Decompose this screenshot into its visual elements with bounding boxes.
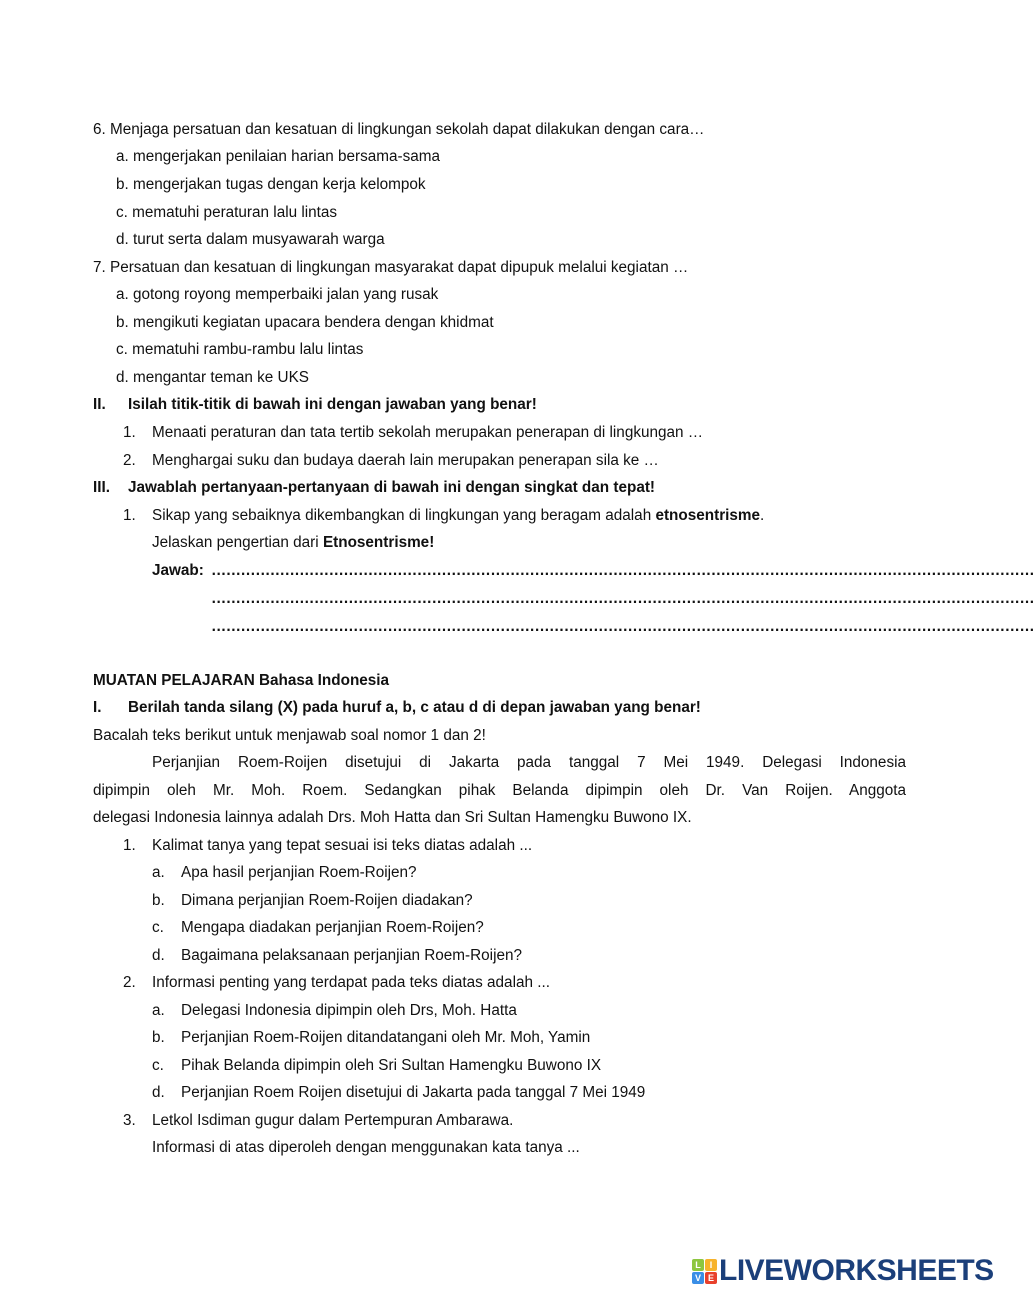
q2-option-b: Perjanjian Roem-Roijen ditandatangani oleh Mr. Moh, Yamin [181, 1029, 591, 1046]
q6-option-a: a. mengerjakan penilaian harian bersama-sama [116, 148, 440, 165]
question-7: 7. Persatuan dan kesatuan di lingkungan masyarakat dapat dipupuk melalui kegiatan … [93, 259, 689, 276]
q7-option-c: c. mematuhi rambu-rambu lalu lintas [116, 341, 364, 358]
answer-line-2[interactable]: …………………………………………………………………………………………………………………………………………………… [211, 590, 1034, 607]
answer-label: Jawab: [152, 562, 204, 579]
section-1-number: I. [93, 699, 102, 716]
option-letter[interactable]: a. [152, 864, 165, 881]
logo-tiles-icon [692, 1259, 717, 1284]
option-letter[interactable]: a. [152, 1002, 165, 1019]
option-letter[interactable]: b. [152, 892, 165, 909]
text: Jelaskan pengertian dari [152, 534, 323, 551]
item-number: 1. [123, 424, 136, 441]
item-number: 2. [123, 974, 136, 991]
paragraph-line-2: dipimpin oleh Mr. Moh. Roem. Sedangkan pihak Belanda dipimpin oleh Dr. Van Roijen. Anggota [93, 782, 906, 799]
question-6: 6. Menjaga persatuan dan kesatuan di lingkungan sekolah dapat dilakukan dengan cara… [93, 121, 705, 138]
q1-option-b: Dimana perjanjian Roem-Roijen diadakan? [181, 892, 473, 909]
section-3-title: Jawablah pertanyaan-pertanyaan di bawah ini dengan singkat dan tepat! [128, 479, 656, 496]
q7-option-b: b. mengikuti kegiatan upacara bendera dengan khidmat [116, 314, 494, 331]
q6-option-c: c. mematuhi peraturan lalu lintas [116, 204, 338, 221]
section-1-title: Berilah tanda silang (X) pada huruf a, b, c atau d di depan jawaban yang benar! [128, 699, 701, 716]
essay-question-1 [152, 506, 764, 526]
item-number: 1. [123, 837, 136, 854]
item-number: 2. [123, 452, 136, 469]
q2-option-a: Delegasi Indonesia dipimpin oleh Drs, Moh. Hatta [181, 1002, 517, 1019]
question-2: Informasi penting yang terdapat pada teks diatas adalah ... [152, 974, 550, 991]
q6-option-d: d. turut serta dalam musyawarah warga [116, 231, 385, 248]
logo-text: LIVEWORKSHEETS [719, 1254, 994, 1287]
question-1: Kalimat tanya yang tepat sesuai isi teks diatas adalah ... [152, 837, 533, 854]
option-letter[interactable]: c. [152, 1057, 164, 1074]
q7-option-d: d. mengantar teman ke UKS [116, 369, 310, 386]
liveworksheets-logo [692, 1254, 994, 1288]
section-3-number: III. [93, 479, 110, 496]
item-number: 1. [123, 507, 136, 524]
option-letter[interactable]: d. [152, 1084, 165, 1101]
answer-line-1[interactable]: …………………………………………………………………………………………………………………………………………………… [211, 562, 1034, 579]
q1-option-a: Apa hasil perjanjian Roem-Roijen? [181, 864, 417, 881]
question-3-prompt: Informasi di atas diperoleh dengan menggunakan kata tanya ... [152, 1139, 580, 1156]
tile: E [705, 1272, 717, 1284]
tile: L [692, 1259, 704, 1271]
option-letter[interactable]: d. [152, 947, 165, 964]
fill-in-item-1: Menaati peraturan dan tata tertib sekolah merupakan penerapan di lingkungan … [152, 424, 704, 441]
q1-option-c: Mengapa diadakan perjanjian Roem-Roijen? [181, 919, 484, 936]
q2-option-d: Perjanjian Roem Roijen disetujui di Jakarta pada tanggal 7 Mei 1949 [181, 1084, 646, 1101]
paragraph-line-3: delegasi Indonesia lainnya adalah Drs. Moh Hatta dan Sri Sultan Hamengku Buwono IX. [93, 809, 692, 826]
question-3: Letkol Isdiman gugur dalam Pertempuran Ambarawa. [152, 1112, 514, 1129]
q7-option-a: a. gotong royong memperbaiki jalan yang rusak [116, 286, 439, 303]
text: Sikap yang sebaiknya dikembangkan di lingkungan yang beragam adalah [152, 507, 656, 524]
option-letter[interactable]: c. [152, 919, 164, 936]
option-letter[interactable]: b. [152, 1029, 165, 1046]
q6-option-b: b. mengerjakan tugas dengan kerja kelompok [116, 176, 426, 193]
q2-option-c: Pihak Belanda dipimpin oleh Sri Sultan Hamengku Buwono IX [181, 1057, 602, 1074]
q1-option-d: Bagaimana pelaksanaan perjanjian Roem-Roijen? [181, 947, 522, 964]
bold-term: Etnosentrisme! [322, 534, 435, 551]
fill-in-item-2: Menghargai suku dan budaya daerah lain merupakan penerapan sila ke … [152, 452, 659, 469]
item-number: 3. [123, 1112, 136, 1129]
subject-heading [93, 671, 389, 691]
essay-instruction [152, 533, 434, 553]
text: MUATAN PELAJARAN [93, 672, 255, 689]
section-2-title: Isilah titik-titik di bawah ini dengan jawaban yang benar! [128, 396, 537, 413]
section-2-number: II. [93, 396, 106, 413]
reading-intro: Bacalah teks berikut untuk menjawab soal nomor 1 dan 2! [93, 727, 486, 744]
tile: I [705, 1259, 717, 1271]
bold-term: etnosentrisme [655, 507, 761, 524]
tile: V [692, 1272, 704, 1284]
answer-line-3[interactable]: …………………………………………………………………………………………………………………………………………………… [211, 618, 1034, 635]
text: Bahasa Indonesia [254, 672, 390, 689]
paragraph-line-1: Perjanjian Roem-Roijen disetujui di Jakarta pada tanggal 7 Mei 1949. Delegasi Indonesia [152, 754, 906, 771]
text: . [760, 507, 765, 524]
